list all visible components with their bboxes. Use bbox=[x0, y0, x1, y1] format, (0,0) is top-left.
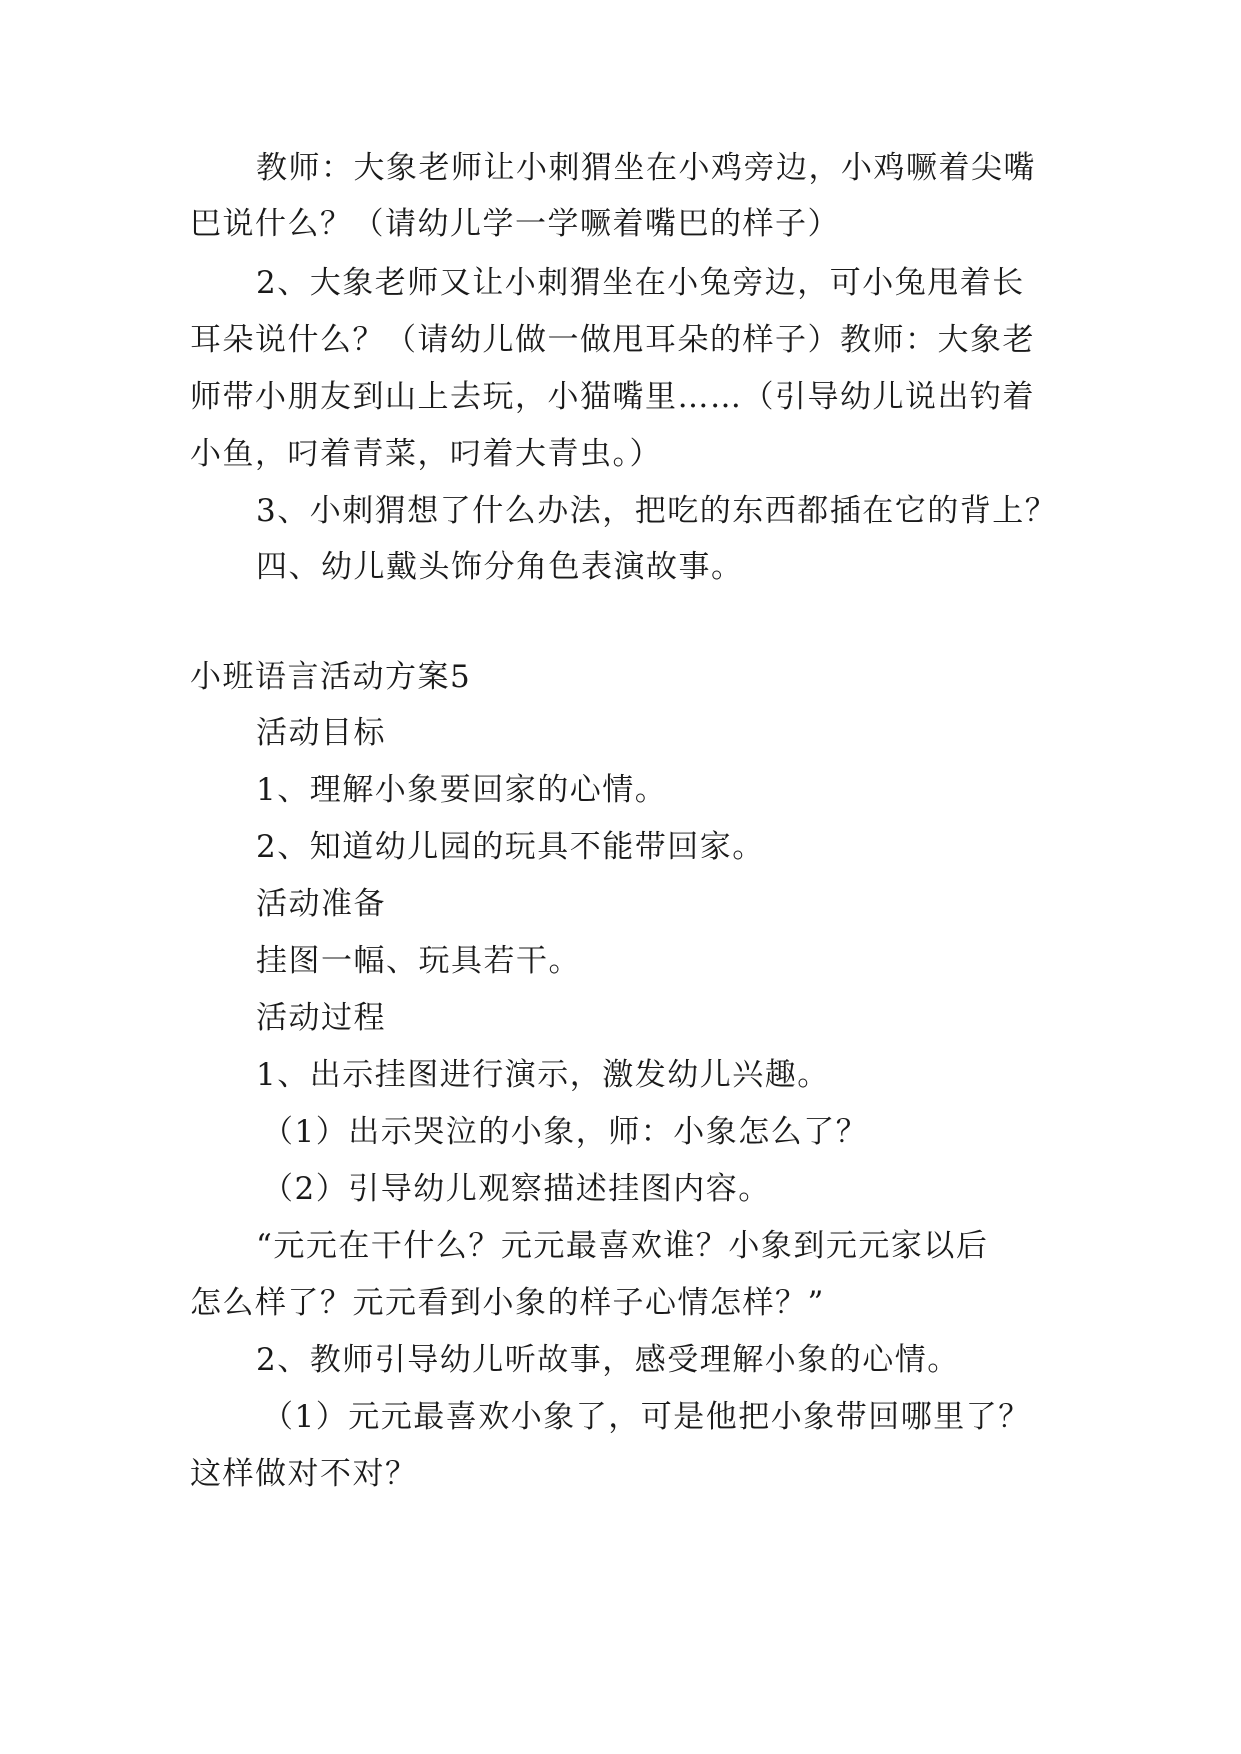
section-title: 小班语言活动方案5 bbox=[190, 659, 472, 695]
paragraph-line: 师带小朋友到山上去玩，小猫嘴里……（引导幼儿说出钓着 bbox=[190, 379, 1035, 415]
paragraph-line: 教师：大象老师让小刺猬坐在小鸡旁边，小鸡噘着尖嘴 bbox=[256, 150, 1036, 186]
paragraph-line: 耳朵说什么？（请幼儿做一做甩耳朵的样子）教师：大象老 bbox=[190, 322, 1035, 358]
paragraph-line: 挂图一幅、玩具若干。 bbox=[256, 943, 581, 979]
paragraph-line: “元元在干什么？元元最喜欢谁？小象到元元家以后 bbox=[256, 1228, 989, 1264]
paragraph-line: 怎么样了？元元看到小象的样子心情怎样？” bbox=[190, 1285, 825, 1321]
sub-list-item: （1）出示哭泣的小象，师：小象怎么了？ bbox=[262, 1114, 869, 1150]
list-item: 1、出示挂图进行演示，激发幼儿兴趣。 bbox=[256, 1057, 830, 1093]
paragraph-line: 四、幼儿戴头饰分角色表演故事。 bbox=[256, 549, 744, 585]
list-item: 1、理解小象要回家的心情。 bbox=[256, 772, 668, 808]
paragraph-line: 小鱼，叼着青菜，叼着大青虫。） bbox=[190, 436, 662, 472]
list-item: 2、知道幼儿园的玩具不能带回家。 bbox=[256, 829, 765, 865]
paragraph-line: 巴说什么？（请幼儿学一学噘着嘴巴的样子） bbox=[190, 206, 840, 242]
section-heading: 活动过程 bbox=[256, 1000, 386, 1036]
paragraph-line: 2、大象老师又让小刺猬坐在小兔旁边，可小兔甩着长 bbox=[256, 265, 1025, 301]
section-heading: 活动目标 bbox=[256, 715, 386, 751]
paragraph-line: 3、小刺猬想了什么办法，把吃的东西都插在它的背上？ bbox=[256, 493, 1058, 529]
sub-list-item: （2）引导幼儿观察描述挂图内容。 bbox=[262, 1171, 771, 1207]
paragraph-line: 这样做对不对？ bbox=[190, 1456, 418, 1492]
list-item: 2、教师引导幼儿听故事，感受理解小象的心情。 bbox=[256, 1342, 960, 1378]
sub-list-item: （1）元元最喜欢小象了，可是他把小象带回哪里了？ bbox=[262, 1399, 1031, 1435]
section-heading: 活动准备 bbox=[256, 886, 386, 922]
